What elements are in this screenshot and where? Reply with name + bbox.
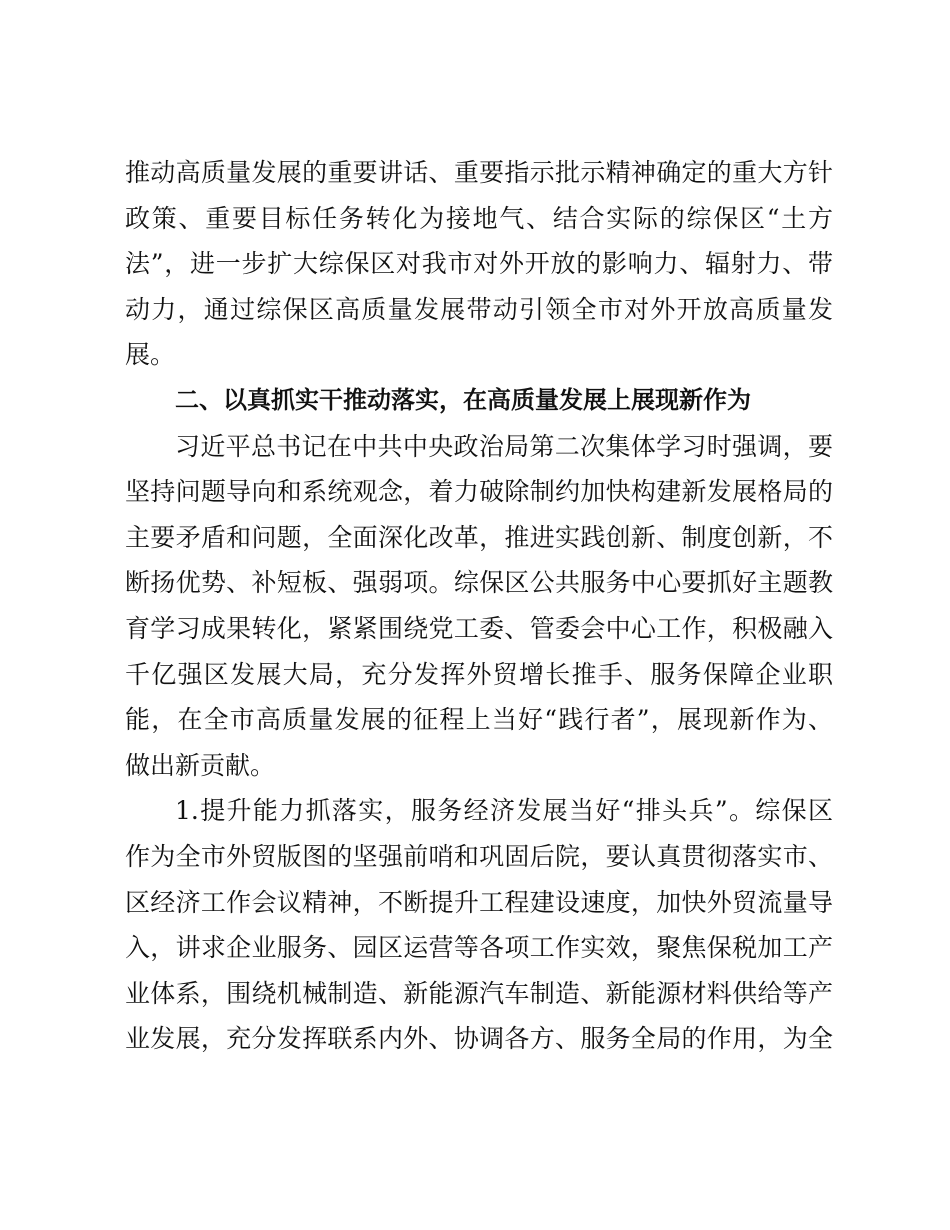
paragraph-line: 1.提升能力抓落实，服务经济发展当好“排头兵”。综保区 [175,796,833,826]
paragraph-line: 主要矛盾和问题，全面深化改革，推进实践创新、制度创新，不 [125,522,833,552]
paragraph-3 [125,788,833,1062]
paragraph-line: 作为全市外贸版图的坚强前哨和巩固后院，要认真贯彻落实市、 [125,841,833,871]
paragraph-line: 坚持问题导向和系统观念，着力破除制约加快构建新发展格局的 [125,477,833,507]
paragraph-line: 入，讲求企业服务、园区运营等各项工作实效，聚焦保税加工产 [125,933,833,963]
paragraph-line: 法”，进一步扩大综保区对我市对外开放的影响力、辐射力、带 [125,249,833,279]
paragraph-line: 区经济工作会议精神，不断提升工程建设速度，加快外贸流量导 [125,887,833,917]
paragraph-line: 能，在全市高质量发展的征程上当好“践行者”，展现新作为、 [125,705,833,735]
paragraph-line: 政策、重要目标任务转化为接地气、结合实际的综保区“土方 [125,203,833,233]
paragraph-line: 推动高质量发展的重要讲话、重要指示批示精神确定的重大方针 [125,158,833,187]
paragraph-line: 业发展，充分发挥联系内外、协调各方、服务全局的作用，为全 [125,1024,833,1054]
section-heading-2: 二、以真抓实干推动落实，在高质量发展上展现新作为 [175,385,751,414]
paragraph-line: 习近平总书记在中共中央政治局第二次集体学习时强调，要 [175,431,833,461]
paragraph-line: 做出新贡献。 [125,750,276,780]
paragraph-line: 业体系，围绕机械制造、新能源汽车制造、新能源材料供给等产 [125,978,833,1008]
document-page [125,150,833,1062]
paragraph-1 [125,150,833,378]
paragraph-line: 动力，通过综保区高质量发展带动引领全市对外开放高质量发 [125,294,833,324]
paragraph-line: 千亿强区发展大局，充分发挥外贸增长推手、服务保障企业职 [125,659,833,689]
paragraph-2 [125,424,833,789]
paragraph-line: 展。 [125,340,176,370]
paragraph-line: 断扬优势、补短板、强弱项。综保区公共服务中心要抓好主题教 [125,568,833,598]
paragraph-line: 育学习成果转化，紧紧围绕党工委、管委会中心工作，积极融入 [125,613,833,643]
